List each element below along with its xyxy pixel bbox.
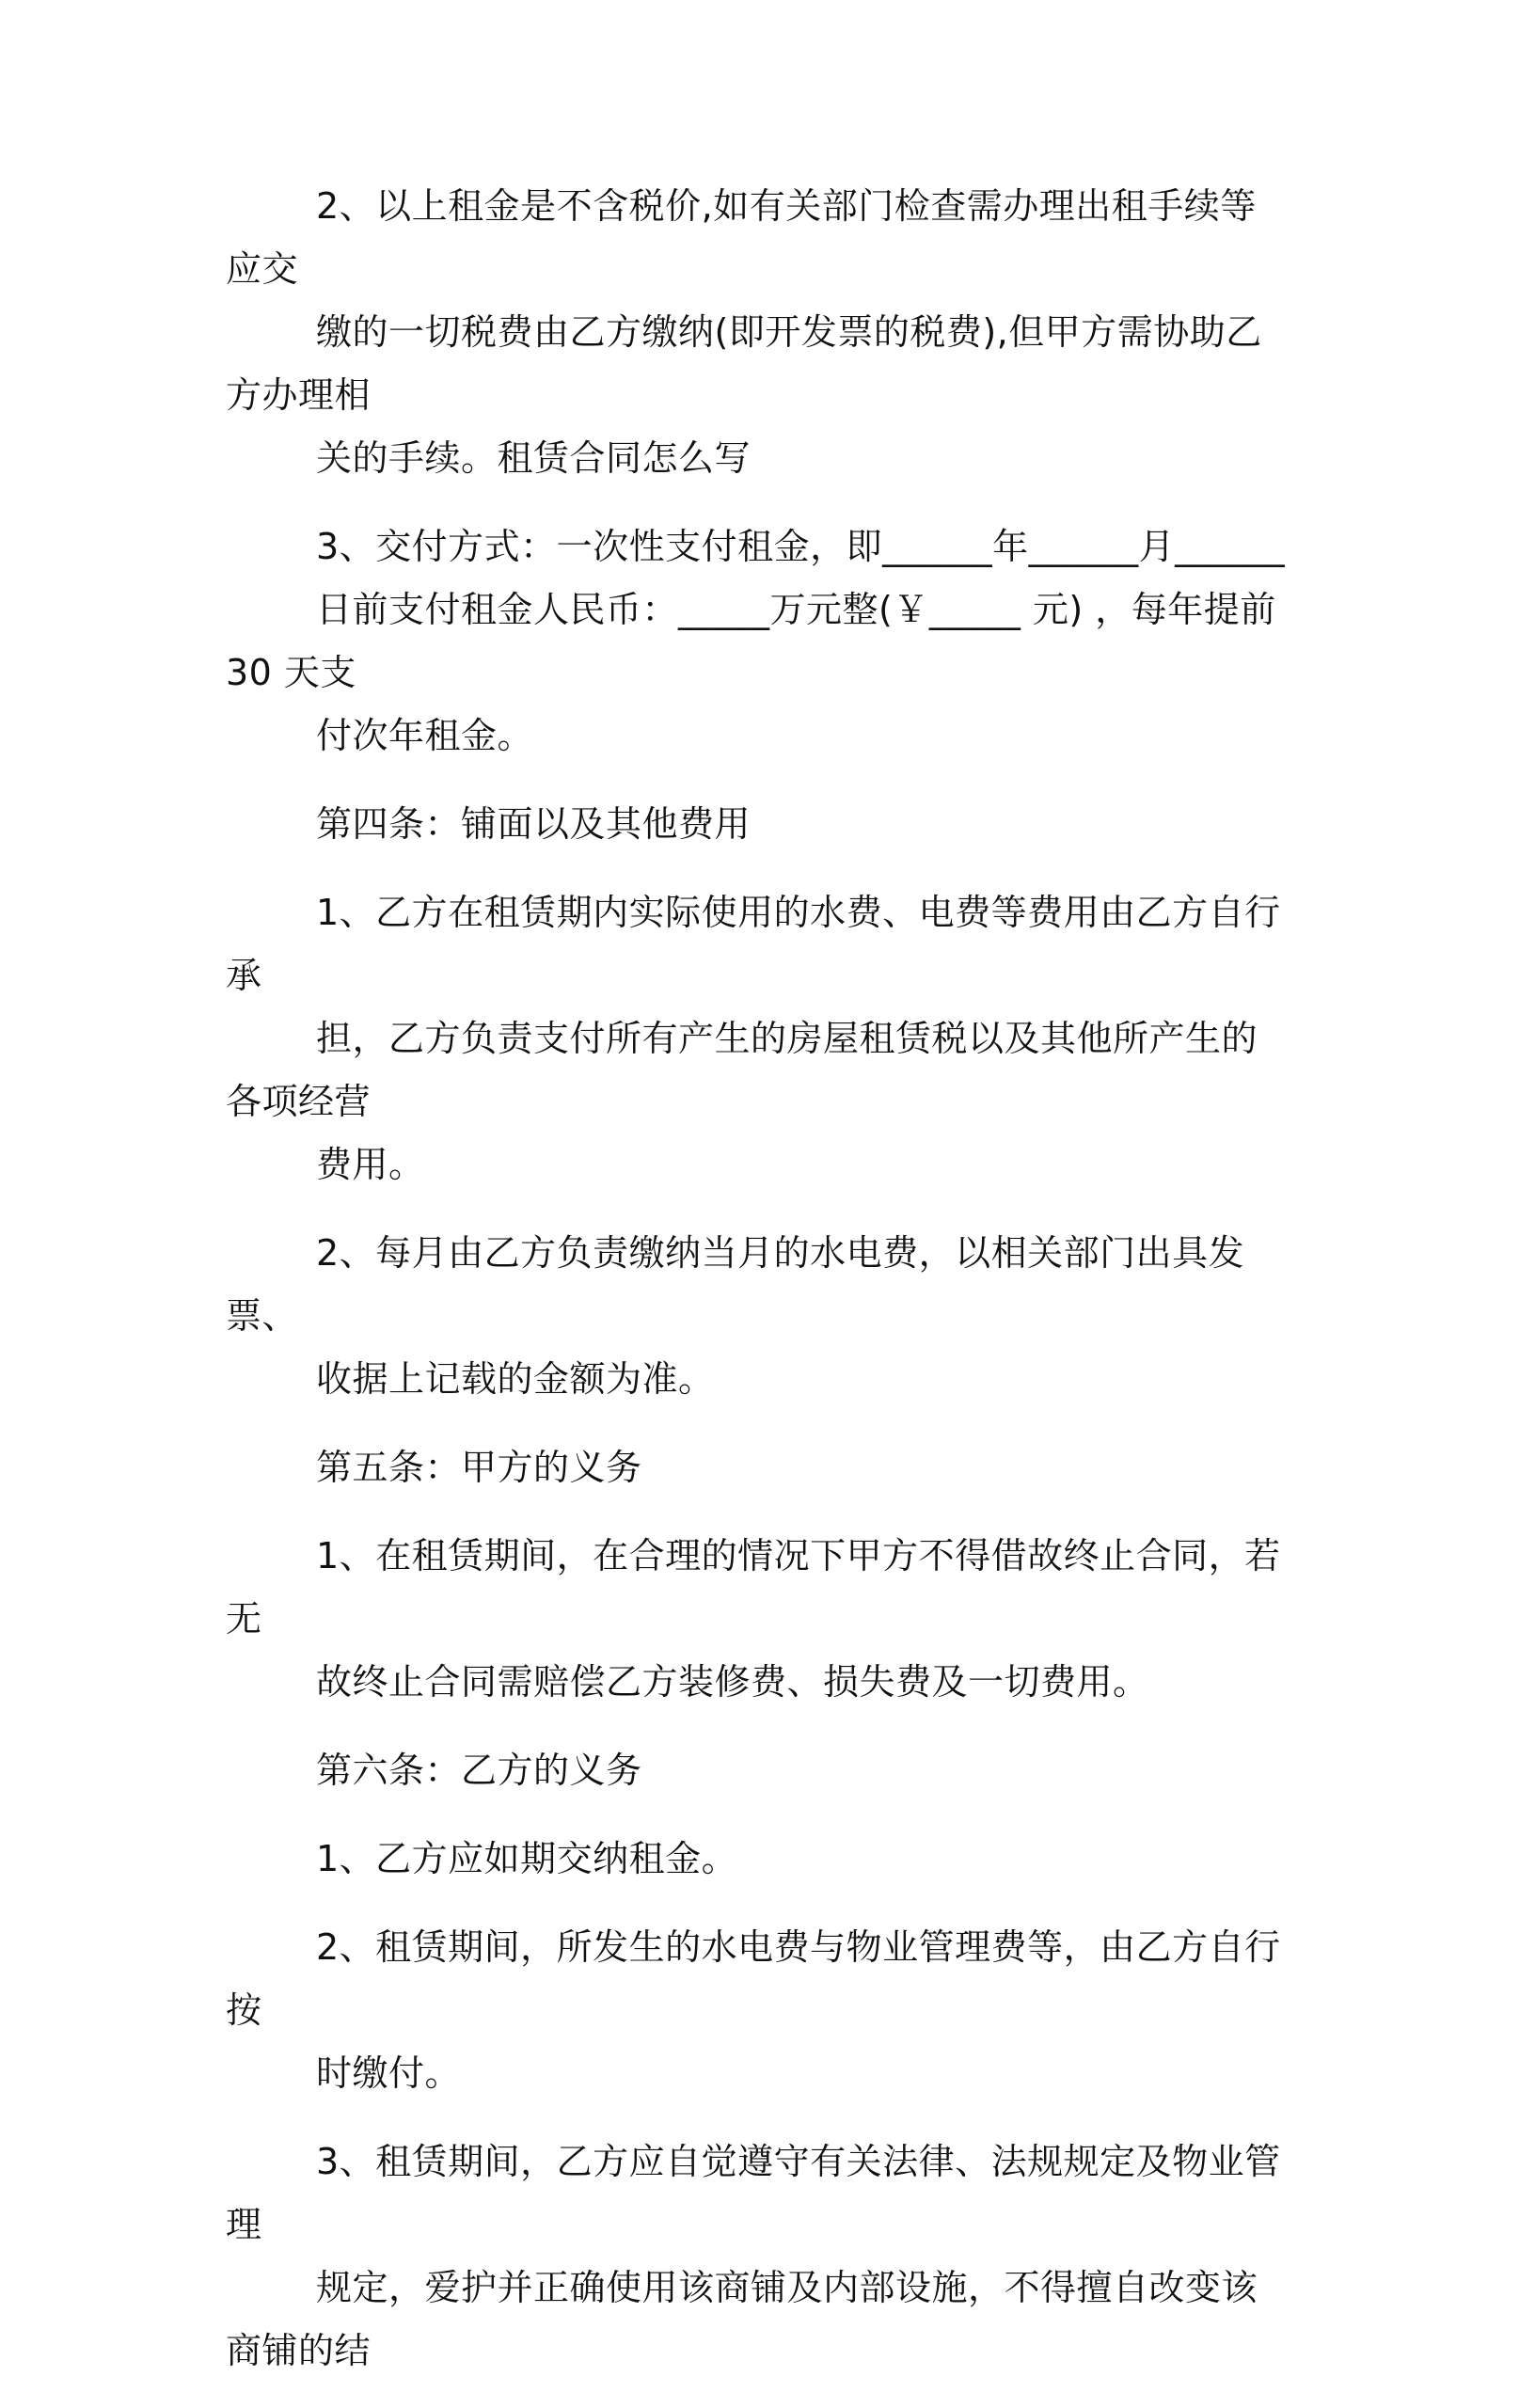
- text-line: 2、每月由乙方负责缴纳当月的水电费，以相关部门出具发票、: [226, 1232, 1245, 1337]
- text-line: 2、以上租金是不含税价,如有关部门检查需办理出租手续等应交: [226, 185, 1257, 290]
- text-line: 1、在租赁期间，在合理的情况下甲方不得借故终止合同，若无: [226, 1535, 1281, 1640]
- text-line: 日前支付租金人民币：_____万元整(￥_____ 元) ，每年提前 30 天支: [226, 589, 1276, 693]
- clause-5-1-paragraph: [226, 1525, 1289, 1714]
- clause-4-1-paragraph: [226, 881, 1289, 1196]
- text-line: 3、租赁期间，乙方应自觉遵守有关法律、法规规定及物业管理: [226, 2141, 1281, 2245]
- article-5-heading: [226, 1436, 1289, 1499]
- text-line: 费用。: [316, 1144, 425, 1185]
- text-line: 1、乙方应如期交纳租金。: [316, 1838, 738, 1879]
- clause-3-3-paragraph: [226, 515, 1289, 768]
- text-line: 关的手续。租赁合同怎么写: [316, 437, 752, 479]
- clause-6-1-paragraph: [226, 1828, 1289, 1891]
- text-line: 故终止合同需赔偿乙方装修费、损失费及一切费用。: [316, 1661, 1149, 1703]
- text-line: 2、租赁期间，所发生的水电费与物业管理费等，由乙方自行按: [226, 1926, 1281, 2031]
- clause-4-2-paragraph: [226, 1222, 1289, 1411]
- heading-text: 第四条：铺面以及其他费用: [316, 803, 752, 845]
- text-line: 担，乙方负责支付所有产生的房屋租赁税以及其他所产生的各项经营: [226, 1018, 1258, 1122]
- heading-text: 第五条：甲方的义务: [316, 1447, 642, 1488]
- article-4-heading: [226, 793, 1289, 856]
- article-6-heading: [226, 1739, 1289, 1802]
- clause-6-2-paragraph: [226, 1916, 1289, 2105]
- text-line: 3、交付方式：一次性支付租金，即______年______月______: [316, 526, 1286, 567]
- document-page: [226, 175, 1289, 2408]
- text-line: 收据上记载的金额为准。: [316, 1358, 715, 1400]
- text-line: 付次年租金。: [316, 715, 534, 756]
- clause-6-3-paragraph: [226, 2131, 1289, 2383]
- text-line: 时缴付。: [316, 2052, 462, 2094]
- text-line: 1、乙方在租赁期内实际使用的水费、电费等费用由乙方自行承: [226, 892, 1281, 996]
- text-line: 缴的一切税费由乙方缴纳(即开发票的税费),但甲方需协助乙方办理相: [226, 311, 1262, 416]
- heading-text: 第六条：乙方的义务: [316, 1750, 642, 1791]
- text-line: 规定，爱护并正确使用该商铺及内部设施，不得擅自改变该商铺的结: [226, 2267, 1258, 2371]
- clause-3-2-paragraph: [226, 175, 1289, 490]
